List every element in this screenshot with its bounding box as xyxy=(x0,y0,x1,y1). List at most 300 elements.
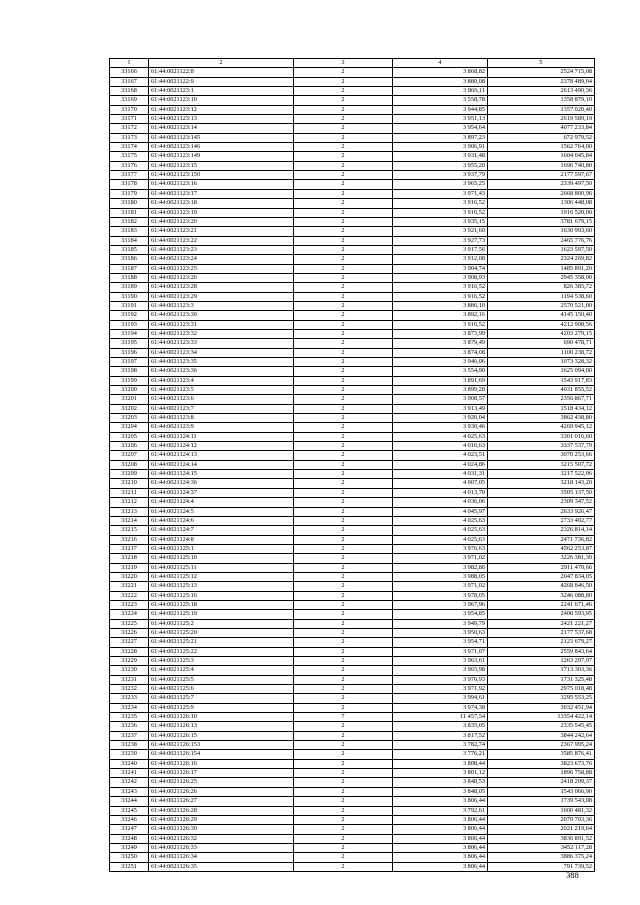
table-row xyxy=(110,180,595,189)
area-cell: 3 808,44 xyxy=(393,759,488,768)
table-row xyxy=(110,600,595,609)
value-cell: 3301 016,60 xyxy=(488,432,595,441)
cadastral-value-table xyxy=(109,58,595,872)
area-cell: 4 023,51 xyxy=(393,451,488,460)
cadastral-number-cell: 61:44:0021124:4 xyxy=(149,498,294,507)
table-row xyxy=(110,563,595,572)
area-cell: 3 835,05 xyxy=(393,722,488,731)
area-cell: 3 899,28 xyxy=(393,386,488,395)
row-number-cell: 33203 xyxy=(110,414,149,423)
row-number-cell: 33183 xyxy=(110,227,149,236)
count-cell: 2 xyxy=(294,432,393,441)
value-cell: 3781 679,15 xyxy=(488,217,595,226)
row-number-cell: 33245 xyxy=(110,806,149,815)
table-row xyxy=(110,479,595,488)
row-number-cell: 33222 xyxy=(110,591,149,600)
table-row xyxy=(110,554,595,563)
row-number-cell: 33202 xyxy=(110,404,149,413)
value-cell: 2421 221,27 xyxy=(488,619,595,628)
value-cell: 1100 238,72 xyxy=(488,348,595,357)
value-cell: 2367 995,24 xyxy=(488,741,595,750)
cadastral-number-cell: 61:44:0021124:15 xyxy=(149,470,294,479)
cadastral-number-cell: 61:44:0021124:36 xyxy=(149,479,294,488)
row-number-cell: 33188 xyxy=(110,273,149,282)
cadastral-number-cell: 61:44:0021125:5 xyxy=(149,675,294,684)
area-cell: 4 025,63 xyxy=(393,516,488,525)
row-number-cell: 33181 xyxy=(110,208,149,217)
row-number-cell: 33209 xyxy=(110,470,149,479)
value-cell: 2613 490,36 xyxy=(488,87,595,96)
value-cell: 1623 597,50 xyxy=(488,245,595,254)
cadastral-number-cell: 61:44:0021123:6 xyxy=(149,395,294,404)
value-cell: 4145 150,40 xyxy=(488,311,595,320)
table-row xyxy=(110,199,595,208)
count-cell: 2 xyxy=(294,208,393,217)
row-number-cell: 33175 xyxy=(110,152,149,161)
value-cell: 3070 253,66 xyxy=(488,451,595,460)
table-row xyxy=(110,320,595,329)
row-number-cell: 33198 xyxy=(110,367,149,376)
row-number-cell: 33231 xyxy=(110,675,149,684)
row-number-cell: 33194 xyxy=(110,329,149,338)
count-cell: 2 xyxy=(294,87,393,96)
table-row xyxy=(110,610,595,619)
cadastral-number-cell: 61:44:0021123:3 xyxy=(149,301,294,310)
cadastral-number-cell: 61:44:0021123:21 xyxy=(149,227,294,236)
count-cell: 2 xyxy=(294,264,393,273)
area-cell: 3 782,74 xyxy=(393,741,488,750)
row-number-cell: 33235 xyxy=(110,713,149,722)
count-cell: 2 xyxy=(294,834,393,843)
table-row xyxy=(110,227,595,236)
count-cell: 2 xyxy=(294,750,393,759)
count-cell: 2 xyxy=(294,470,393,479)
area-cell: 3 558,78 xyxy=(393,96,488,105)
value-cell: 3295 553,25 xyxy=(488,694,595,703)
row-number-cell: 33201 xyxy=(110,395,149,404)
table-row xyxy=(110,189,595,198)
cadastral-number-cell: 61:44:0021123:9 xyxy=(149,423,294,432)
count-cell: 2 xyxy=(294,171,393,180)
area-cell: 3 971,92 xyxy=(393,685,488,694)
cadastral-number-cell: 61:44:0021123:149 xyxy=(149,152,294,161)
row-number-cell: 33193 xyxy=(110,320,149,329)
row-number-cell: 33225 xyxy=(110,619,149,628)
cadastral-number-cell: 61:44:0021126:29 xyxy=(149,815,294,824)
cadastral-number-cell: 61:44:0021125:19 xyxy=(149,610,294,619)
row-number-cell: 33227 xyxy=(110,638,149,647)
value-cell: 1543 066,90 xyxy=(488,787,595,796)
area-cell: 3 917,56 xyxy=(393,245,488,254)
table-row xyxy=(110,171,595,180)
value-cell: 1916 520,00 xyxy=(488,208,595,217)
area-cell: 3 978,05 xyxy=(393,591,488,600)
count-cell: 2 xyxy=(294,376,393,385)
count-cell: 2 xyxy=(294,479,393,488)
count-cell: 2 xyxy=(294,273,393,282)
row-number-cell: 33170 xyxy=(110,105,149,114)
row-number-cell: 33172 xyxy=(110,124,149,133)
table-row xyxy=(110,264,595,273)
table-row xyxy=(110,647,595,656)
table-row xyxy=(110,591,595,600)
value-cell: 1073 328,32 xyxy=(488,358,595,367)
area-cell: 3 982,86 xyxy=(393,563,488,572)
table-row xyxy=(110,535,595,544)
count-cell: 2 xyxy=(294,115,393,124)
row-number-cell: 33177 xyxy=(110,171,149,180)
count-cell: 2 xyxy=(294,68,393,77)
row-number-cell: 33234 xyxy=(110,703,149,712)
count-cell: 2 xyxy=(294,797,393,806)
area-cell: 3 886,10 xyxy=(393,301,488,310)
table-row xyxy=(110,96,595,105)
value-cell: 1739 543,08 xyxy=(488,797,595,806)
value-cell: 3862 438,80 xyxy=(488,414,595,423)
row-number-cell: 33223 xyxy=(110,600,149,609)
area-cell: 3 921,60 xyxy=(393,227,488,236)
table-row xyxy=(110,245,595,254)
row-number-cell: 33210 xyxy=(110,479,149,488)
column-header-3: 3 xyxy=(294,59,393,68)
count-cell: 2 xyxy=(294,498,393,507)
area-cell: 3 806,44 xyxy=(393,834,488,843)
cadastral-number-cell: 61:44:0021123:17 xyxy=(149,189,294,198)
count-cell: 2 xyxy=(294,526,393,535)
row-number-cell: 33182 xyxy=(110,217,149,226)
cadastral-number-cell: 61:44:0021125:11 xyxy=(149,563,294,572)
cadastral-number-cell: 61:44:0021126:25 xyxy=(149,778,294,787)
count-cell: 2 xyxy=(294,647,393,656)
cadastral-number-cell: 61:44:0021123:5 xyxy=(149,386,294,395)
table-row xyxy=(110,432,595,441)
count-cell: 2 xyxy=(294,161,393,170)
table-row xyxy=(110,292,595,301)
row-number-cell: 33190 xyxy=(110,292,149,301)
area-cell: 3 806,44 xyxy=(393,825,488,834)
area-cell: 4 007,05 xyxy=(393,479,488,488)
area-cell: 3 949,79 xyxy=(393,619,488,628)
row-number-cell: 33228 xyxy=(110,647,149,656)
count-cell: 2 xyxy=(294,638,393,647)
value-cell: 2326 814,14 xyxy=(488,526,595,535)
area-cell: 3 927,73 xyxy=(393,236,488,245)
value-cell: 1630 993,60 xyxy=(488,227,595,236)
area-cell: 3 971,43 xyxy=(393,189,488,198)
area-cell: 3 965,98 xyxy=(393,666,488,675)
area-cell: 3 935,15 xyxy=(393,217,488,226)
cadastral-number-cell: 61:44:0021125:1 xyxy=(149,544,294,553)
area-cell: 4 024,86 xyxy=(393,460,488,469)
area-cell: 3 954,85 xyxy=(393,610,488,619)
row-number-cell: 33200 xyxy=(110,386,149,395)
cadastral-number-cell: 61:44:0021124:6 xyxy=(149,516,294,525)
table-row xyxy=(110,675,595,684)
area-cell: 3 967,96 xyxy=(393,600,488,609)
value-cell: 1713 303,36 xyxy=(488,666,595,675)
table-row xyxy=(110,339,595,348)
value-cell: 3246 088,80 xyxy=(488,591,595,600)
area-cell: 3 916,52 xyxy=(393,199,488,208)
row-number-cell: 33176 xyxy=(110,161,149,170)
cadastral-number-cell: 61:44:0021125:12 xyxy=(149,572,294,581)
cadastral-number-cell: 61:44:0021123:22 xyxy=(149,236,294,245)
count-cell: 2 xyxy=(294,358,393,367)
count-cell: 2 xyxy=(294,507,393,516)
row-number-cell: 33204 xyxy=(110,423,149,432)
value-cell: 2945 358,00 xyxy=(488,273,595,282)
value-cell: 2356 867,71 xyxy=(488,395,595,404)
area-cell: 3 974,38 xyxy=(393,703,488,712)
count-cell: 2 xyxy=(294,152,393,161)
value-cell: 3226 381,30 xyxy=(488,554,595,563)
row-number-cell: 33238 xyxy=(110,741,149,750)
table-row xyxy=(110,217,595,226)
count-cell: 2 xyxy=(294,460,393,469)
page-number: 388 xyxy=(566,870,579,880)
value-cell: 1600 481,32 xyxy=(488,806,595,815)
area-cell: 3 970,93 xyxy=(393,675,488,684)
cadastral-number-cell: 61:44:0021123:13 xyxy=(149,115,294,124)
count-cell: 2 xyxy=(294,236,393,245)
value-cell: 3218 143,20 xyxy=(488,479,595,488)
count-cell: 2 xyxy=(294,423,393,432)
cadastral-number-cell: 61:44:0021125:7 xyxy=(149,694,294,703)
cadastral-number-cell: 61:44:0021123:150 xyxy=(149,171,294,180)
cadastral-number-cell: 61:44:0021124:37 xyxy=(149,488,294,497)
count-cell: 2 xyxy=(294,815,393,824)
table-row xyxy=(110,273,595,282)
row-number-cell: 33185 xyxy=(110,245,149,254)
cadastral-number-cell: 61:44:0021125:9 xyxy=(149,703,294,712)
area-cell: 3 908,57 xyxy=(393,395,488,404)
area-cell: 4 045,97 xyxy=(393,507,488,516)
table-row xyxy=(110,470,595,479)
area-cell: 3 806,44 xyxy=(393,815,488,824)
cadastral-number-cell: 61:44:0021123:33 xyxy=(149,339,294,348)
row-number-cell: 33179 xyxy=(110,189,149,198)
value-cell: 2733 402,77 xyxy=(488,516,595,525)
table-row xyxy=(110,825,595,834)
area-cell: 3 908,93 xyxy=(393,273,488,282)
cadastral-number-cell: 61:44:0021123:15 xyxy=(149,161,294,170)
row-number-cell: 33241 xyxy=(110,769,149,778)
row-number-cell: 33213 xyxy=(110,507,149,516)
value-cell: 4077 233,84 xyxy=(488,124,595,133)
cadastral-number-cell: 61:44:0021125:13 xyxy=(149,582,294,591)
cadastral-number-cell: 61:44:0021125:21 xyxy=(149,638,294,647)
row-number-cell: 33229 xyxy=(110,657,149,666)
area-cell: 3 554,90 xyxy=(393,367,488,376)
area-cell: 3 776,21 xyxy=(393,750,488,759)
count-cell: 2 xyxy=(294,787,393,796)
count-cell: 2 xyxy=(294,591,393,600)
value-cell: 3823 673,76 xyxy=(488,759,595,768)
value-cell: 3836 891,52 xyxy=(488,834,595,843)
row-number-cell: 33246 xyxy=(110,815,149,824)
row-number-cell: 33244 xyxy=(110,797,149,806)
cadastral-number-cell: 61:44:0021123:10 xyxy=(149,96,294,105)
area-cell: 3 806,44 xyxy=(393,862,488,871)
area-cell: 3 994,61 xyxy=(393,694,488,703)
column-header-5: 5 xyxy=(488,59,595,68)
count-cell: 2 xyxy=(294,348,393,357)
table-row xyxy=(110,516,595,525)
value-cell: 1543 917,83 xyxy=(488,376,595,385)
cadastral-number-cell: 61:44:0021125:2 xyxy=(149,619,294,628)
count-cell: 2 xyxy=(294,320,393,329)
row-number-cell: 33248 xyxy=(110,834,149,843)
value-cell: 1306 448,08 xyxy=(488,199,595,208)
row-number-cell: 33242 xyxy=(110,778,149,787)
value-cell: 1896 758,88 xyxy=(488,769,595,778)
table-row xyxy=(110,442,595,451)
row-number-cell: 33249 xyxy=(110,843,149,852)
row-number-cell: 33230 xyxy=(110,666,149,675)
cadastral-number-cell: 61:44:0021123:12 xyxy=(149,105,294,114)
count-cell: 2 xyxy=(294,675,393,684)
row-number-cell: 33237 xyxy=(110,731,149,740)
area-cell: 3 971,07 xyxy=(393,647,488,656)
table-row xyxy=(110,423,595,432)
table-row xyxy=(110,161,595,170)
value-cell: 2975 018,48 xyxy=(488,685,595,694)
value-cell: 4268 846,50 xyxy=(488,582,595,591)
area-cell: 3 971,02 xyxy=(393,554,488,563)
row-number-cell: 33178 xyxy=(110,180,149,189)
cadastral-number-cell: 61:44:0021124:5 xyxy=(149,507,294,516)
count-cell: 2 xyxy=(294,544,393,553)
row-number-cell: 33247 xyxy=(110,825,149,834)
area-cell: 3 930,46 xyxy=(393,423,488,432)
area-cell: 3 806,44 xyxy=(393,797,488,806)
row-number-cell: 33218 xyxy=(110,554,149,563)
area-cell: 11 457,54 xyxy=(393,713,488,722)
row-number-cell: 33166 xyxy=(110,68,149,77)
count-cell: 2 xyxy=(294,619,393,628)
value-cell: 826 385,72 xyxy=(488,283,595,292)
table-row xyxy=(110,507,595,516)
value-cell: 1518 434,12 xyxy=(488,404,595,413)
cadastral-number-cell: 61:44:0021126:15 xyxy=(149,731,294,740)
row-number-cell: 33207 xyxy=(110,451,149,460)
cadastral-number-cell: 61:44:0021123:31 xyxy=(149,320,294,329)
count-cell: 2 xyxy=(294,301,393,310)
value-cell: 2911 470,66 xyxy=(488,563,595,572)
value-cell: 1263 297,97 xyxy=(488,657,595,666)
cadastral-number-cell: 61:44:0021123:146 xyxy=(149,143,294,152)
value-cell: 3844 242,64 xyxy=(488,731,595,740)
cadastral-number-cell: 61:44:0021124:8 xyxy=(149,535,294,544)
table-row xyxy=(110,797,595,806)
area-cell: 3 951,13 xyxy=(393,115,488,124)
count-cell: 2 xyxy=(294,442,393,451)
area-cell: 3 955,20 xyxy=(393,161,488,170)
row-number-cell: 33224 xyxy=(110,610,149,619)
table-row xyxy=(110,367,595,376)
value-cell: 2335 545,45 xyxy=(488,722,595,731)
area-cell: 3 976,63 xyxy=(393,544,488,553)
row-number-cell: 33195 xyxy=(110,339,149,348)
value-cell: 1604 045,84 xyxy=(488,152,595,161)
value-cell: 2309 347,52 xyxy=(488,498,595,507)
row-number-cell: 33199 xyxy=(110,376,149,385)
row-number-cell: 33192 xyxy=(110,311,149,320)
value-cell: 3032 451,94 xyxy=(488,703,595,712)
table-row xyxy=(110,105,595,114)
value-cell: 1696 740,80 xyxy=(488,161,595,170)
area-cell: 3 873,99 xyxy=(393,329,488,338)
value-cell: 2471 736,82 xyxy=(488,535,595,544)
cadastral-number-cell: 61:44:0021123:24 xyxy=(149,255,294,264)
count-cell: 2 xyxy=(294,105,393,114)
count-cell: 2 xyxy=(294,329,393,338)
value-cell: 2524 715,08 xyxy=(488,68,595,77)
count-cell: 2 xyxy=(294,806,393,815)
area-cell: 3 806,44 xyxy=(393,843,488,852)
table-row xyxy=(110,115,595,124)
count-cell: 7 xyxy=(294,713,393,722)
area-cell: 3 971,02 xyxy=(393,582,488,591)
cadastral-number-cell: 61:44:0021126:27 xyxy=(149,797,294,806)
value-cell: 4203 279,15 xyxy=(488,329,595,338)
area-cell: 3 988,05 xyxy=(393,572,488,581)
area-cell: 3 916,52 xyxy=(393,208,488,217)
value-cell: 2070 703,36 xyxy=(488,815,595,824)
table-row xyxy=(110,750,595,759)
count-cell: 2 xyxy=(294,535,393,544)
cadastral-number-cell: 61:44:0021123:23 xyxy=(149,245,294,254)
value-cell: 1485 891,20 xyxy=(488,264,595,273)
table-row xyxy=(110,498,595,507)
row-number-cell: 33214 xyxy=(110,516,149,525)
table-row xyxy=(110,741,595,750)
table-row xyxy=(110,619,595,628)
count-cell: 2 xyxy=(294,731,393,740)
value-cell: 4212 908,56 xyxy=(488,320,595,329)
area-cell: 4 031,31 xyxy=(393,470,488,479)
row-number-cell: 33211 xyxy=(110,488,149,497)
table-row xyxy=(110,77,595,86)
area-cell: 3 868,82 xyxy=(393,68,488,77)
cadastral-number-cell: 61:44:0021126:10 xyxy=(149,713,294,722)
cadastral-number-cell: 61:44:0021124:12 xyxy=(149,442,294,451)
value-cell: 672 979,52 xyxy=(488,133,595,142)
count-cell: 2 xyxy=(294,189,393,198)
area-cell: 3 913,49 xyxy=(393,404,488,413)
cadastral-number-cell: 61:44:0021123:26 xyxy=(149,273,294,282)
count-cell: 2 xyxy=(294,414,393,423)
table-row xyxy=(110,759,595,768)
row-number-cell: 33168 xyxy=(110,87,149,96)
column-header-4: 4 xyxy=(393,59,488,68)
value-cell: 2177 597,67 xyxy=(488,171,595,180)
value-cell: 2241 671,46 xyxy=(488,600,595,609)
value-cell: 2400 593,95 xyxy=(488,610,595,619)
value-cell: 1194 538,60 xyxy=(488,292,595,301)
count-cell: 2 xyxy=(294,685,393,694)
table-row xyxy=(110,638,595,647)
cadastral-number-cell: 61:44:0021126:35 xyxy=(149,862,294,871)
row-number-cell: 33174 xyxy=(110,143,149,152)
value-cell: 2465 776,76 xyxy=(488,236,595,245)
count-cell: 2 xyxy=(294,339,393,348)
count-cell: 2 xyxy=(294,227,393,236)
area-cell: 3 848,53 xyxy=(393,778,488,787)
count-cell: 2 xyxy=(294,451,393,460)
value-cell: 2339 497,50 xyxy=(488,180,595,189)
cadastral-number-cell: 61:44:0021123:14 xyxy=(149,124,294,133)
